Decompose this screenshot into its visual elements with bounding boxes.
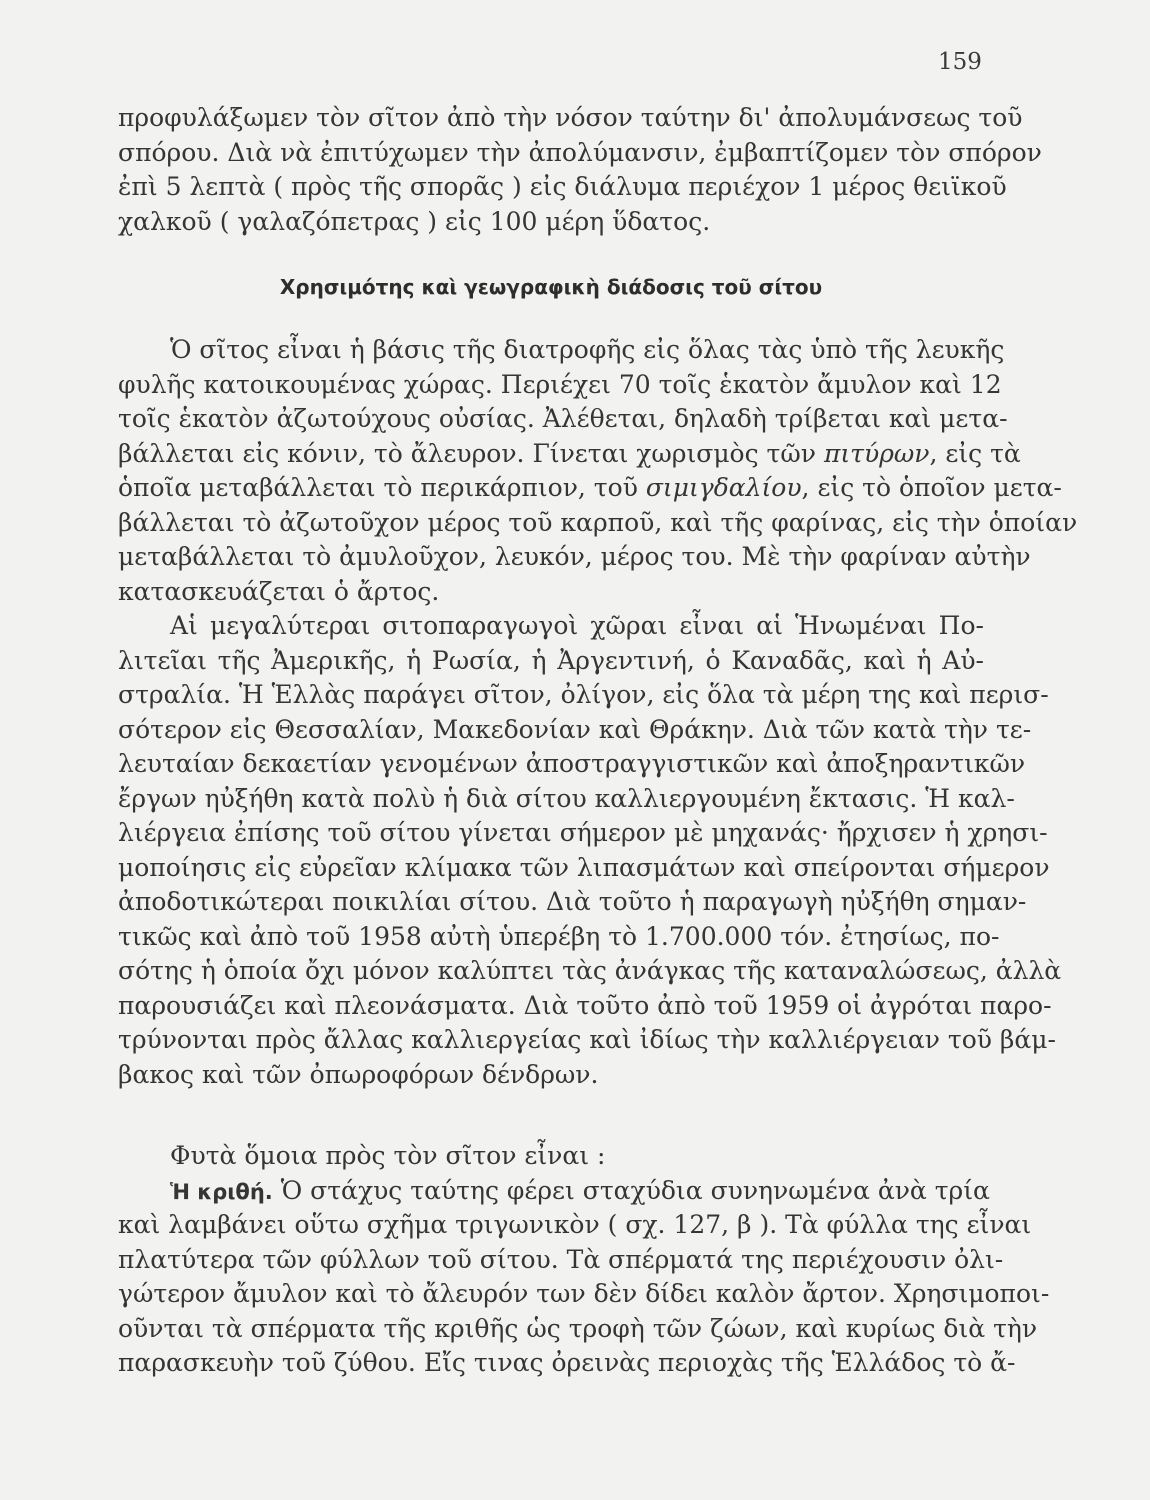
text-line: ἐπὶ 5 λεπτὰ ( πρὸς τῆς σπορᾶς ) εἰς διάλυμα περιέχον 1 μέρος θειϊκοῦ: [118, 172, 1007, 201]
text-line: στραλία. Ἡ Ἑλλὰς παράγει σῖτον, ὀλίγον, εἰς ὅλα τὰ μέρη της καὶ περισ-: [118, 680, 1049, 709]
text-line: βάλλεται τὸ ἀζωτοῦχον μέρος τοῦ καρποῦ, καὶ τῆς φαρίνας, εἰς τὴν ὁποίαν: [118, 507, 1078, 537]
text-line: χαλκοῦ ( γαλαζόπετρας ) εἰς 100 μέρη ὕδατος.: [118, 206, 711, 236]
italic-term-bran: πιτύρων: [823, 438, 930, 468]
text-line: προφυλάξωμεν τὸν σῖτον ἀπὸ τὴν νόσον ταύτην δι' ἀπολυμάνσεως τοῦ: [118, 103, 1023, 132]
text-run: βάλλεται εἰς κόνιν, τὸ ἄλευρον. Γίνεται χωρισμὸς τῶν: [118, 438, 816, 468]
italic-term-semolina: σιμιγδαλίου: [645, 473, 802, 502]
text-run: Ὁ στάχυς ταύτης φέρει σταχύδια συνηνωμένα ἀνὰ τρία: [280, 1175, 990, 1205]
text-line: τρύνονται πρὸς ἄλλας καλλιεργείας καὶ ἰδίως τὴν καλλιέργειαν τοῦ βάμ-: [118, 1025, 1056, 1054]
text-line: βακος καὶ τῶν ὀπωροφόρων δένδρων.: [118, 1059, 599, 1089]
text-line: [118, 1174, 990, 1209]
text-line: ἔργων ηὐξήθη κατὰ πολὺ ἡ διὰ σίτου καλλιεργουμένη ἔκτασις. Ἡ καλ-: [118, 783, 1015, 813]
text-line: πλατύτερα τῶν φύλλων τοῦ σίτου. Τὰ σπέρματά της περιέχουσιν ὀλι-: [118, 1244, 1004, 1274]
text-line: παρουσιάζει καὶ πλεονάσματα. Διὰ τοῦτο ἀπὸ τοῦ 1959 οἱ ἀγρόται παρο-: [118, 990, 1052, 1020]
text-line: ἀποδοτικώτεραι ποικιλίαι σίτου. Διὰ τοῦτο ἡ παραγωγὴ ηὐξήθη σημαν-: [118, 887, 1027, 916]
text-line: παρασκευὴν τοῦ ζύθου. Εἴς τινας ὀρεινὰς περιοχὰς τῆς Ἑλλάδος τὸ ἄ-: [118, 1348, 1016, 1377]
text-line: σότερον εἰς Θεσσαλίαν, Μακεδονίαν καὶ Θράκην. Διὰ τῶν κατὰ τὴν τε-: [118, 714, 1032, 744]
text-line: σότης ἡ ὁποία ὄχι μόνον καλύπτει τὰς ἀνάγκας τῆς καταναλώσεως, ἀλλὰ: [118, 956, 1062, 985]
term-barley: Ἡ κριθή.: [170, 1179, 273, 1204]
paragraph-disinfection: [118, 101, 1042, 239]
text-line: σπόρου. Διὰ νὰ ἐπιτύχωμεν τὴν ἀπολύμανσιν, ἐμβαπτίζομεν τὸν σπόρον: [118, 137, 1042, 167]
text-line: Ὁ σῖτος εἶναι ἡ βάσις τῆς διατροφῆς εἰς ὅλας τὰς ὑπὸ τῆς λευκῆς: [170, 335, 1005, 364]
text-line: φυλῆς κατοικουμένας χώρας. Περιέχει 70 τοῖς ἑκατὸν ἄμυλον καὶ 12: [118, 369, 1002, 399]
text-line: μοποίησις εἰς εὐρεῖαν κλίμακα τῶν λιπασμάτων καὶ σπείρονται σήμερον: [118, 852, 1050, 882]
page-number: 159: [938, 49, 982, 75]
paragraph-wheat-usage: [118, 333, 1078, 1092]
text-run: , εἰς τὸ ὁποῖον μετα-: [801, 473, 1062, 502]
section-heading: Χρησιμότης καὶ γεωγραφικὴ διάδοσις τοῦ σίτου: [279, 275, 823, 299]
text-line: λιτεῖαι τῆς Ἀμερικῆς, ἡ Ρωσία, ἡ Ἀργεντινή, ὁ Καναδᾶς, καὶ ἡ Αὐ-: [118, 645, 984, 675]
paragraph-barley: [118, 1139, 1050, 1381]
text-line: λευταίαν δεκαετίαν γενομένων ἀποστραγγιστικῶν καὶ ἀποξηραντικῶν: [118, 749, 1026, 778]
text-line: οῦνται τὰ σπέρματα τῆς κριθῆς ὡς τροφὴ τῶν ζώων, καὶ κυρίως διὰ τὴν: [118, 1313, 1038, 1343]
text-run: ὁποῖα μεταβάλλεται τὸ περικάρπιον, τοῦ: [118, 473, 638, 502]
text-line: γώτερον ἄμυλον καὶ τὸ ἄλευρόν των δὲν δίδει καλὸν ἄρτον. Χρησιμοποι-: [118, 1279, 1050, 1308]
text-line: μεταβάλλεται τὸ ἀμυλοῦχον, λευκόν, μέρος του. Μὲ τὴν φαρίναν αὐτὴν: [118, 542, 1031, 571]
text-line: τικῶς καὶ ἀπὸ τοῦ 1958 αὐτὴ ὑπερέβη τὸ 1.700.000 τόν. ἐτησίως, πο-: [118, 921, 1000, 951]
text-line: [118, 471, 1062, 506]
text-line: τοῖς ἑκατὸν ἀζωτούχους οὐσίας. Ἀλέθεται, δηλαδὴ τρίβεται καὶ μετα-: [118, 404, 1008, 433]
text-line: κατασκευάζεται ὁ ἄρτος.: [118, 576, 440, 606]
text-line: λιέργεια ἐπίσης τοῦ σίτου γίνεται σήμερον μὲ μηχανάς· ἤρχισεν ἡ χρησι-: [118, 818, 1048, 847]
text-line: Φυτὰ ὅμοια πρὸς τὸν σῖτον εἶναι :: [170, 1141, 606, 1170]
text-line: [118, 437, 1021, 472]
text-run: , εἰς τὰ: [929, 438, 1021, 468]
text-line: Αἱ μεγαλύτεραι σιτοπαραγωγοὶ χῶραι εἶναι αἱ Ἡνωμέναι Πο-: [170, 611, 984, 640]
text-line: καὶ λαμβάνει οὕτω σχῆμα τριγωνικὸν ( σχ. 127, β ). Τὰ φύλλα της εἶναι: [118, 1210, 1032, 1239]
